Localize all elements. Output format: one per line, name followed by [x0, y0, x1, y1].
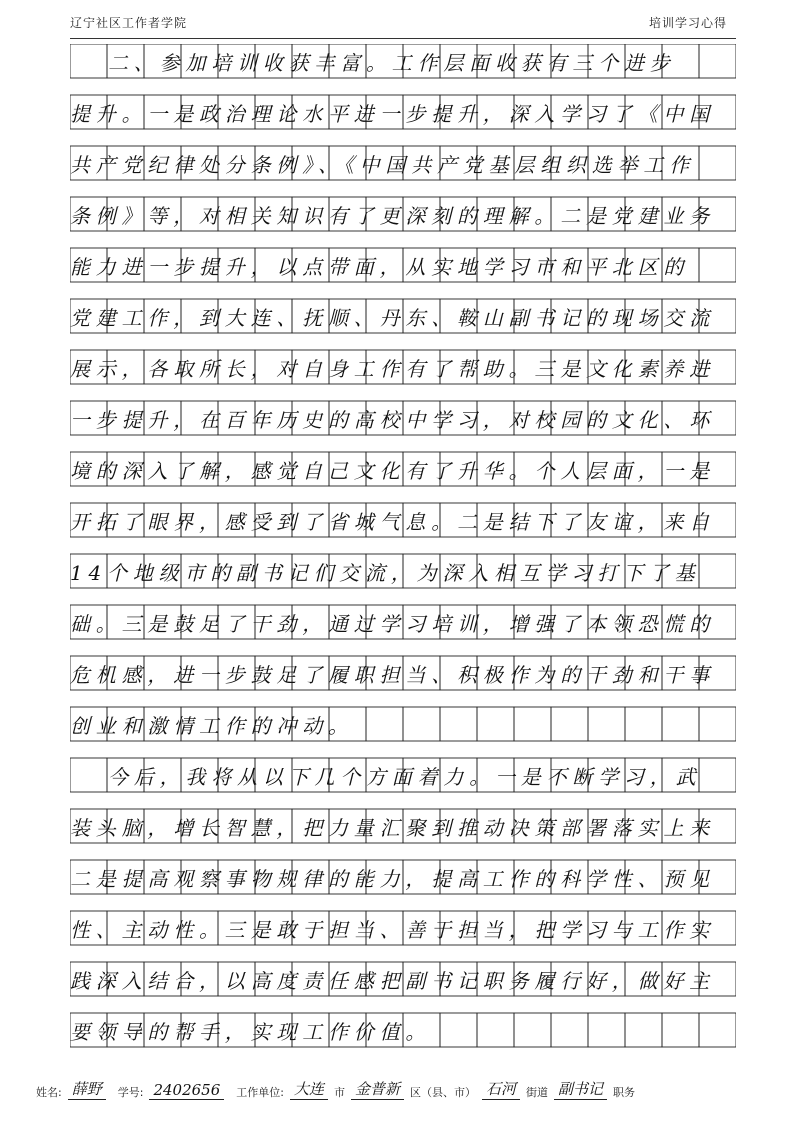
position-value: 副书记: [554, 1078, 607, 1100]
essay-line: 党建工作，到大连、抚顺、丹东、鞍山副书记的现场交流: [70, 306, 715, 330]
composition-grid: [70, 44, 736, 1064]
essay-line: 要领导的帮手，实现工作价值。: [70, 1020, 432, 1044]
essay-line: 展示，各取所长，对自身工作有了帮助。三是文化素养进: [70, 357, 715, 381]
city-suffix: 市: [334, 1086, 345, 1099]
street-suffix: 街道: [526, 1086, 549, 1099]
essay-line: 装头脑，增长智慧，把力量汇聚到推动决策部署落实上来: [70, 816, 715, 840]
street-value: 石河: [482, 1078, 520, 1100]
work-unit-label: 工作单位:: [236, 1086, 284, 1099]
essay-line: 14个地级市的副书记们交流，为深入相互学习打下了基: [70, 561, 701, 585]
essay-line: 能力进一步提升，以点带面，从实地学习市和平北区的: [70, 255, 690, 279]
essay-line: 性、主动性。三是敢于担当、善于担当，把学习与工作实: [70, 918, 715, 942]
district-value: 金普新: [351, 1078, 404, 1100]
district-suffix: 区（县、市）: [410, 1086, 477, 1099]
essay-line: 二是提高观察事物规律的能力，提高工作的科学性、预见: [70, 867, 715, 891]
essay-line: 创业和激情工作的冲动。: [70, 714, 354, 738]
student-id-label: 学号:: [117, 1086, 144, 1099]
header-left-title: 辽宁社区工作者学院: [70, 16, 188, 30]
essay-line: 条例》等，对相关知识有了更深刻的理解。二是党建业务: [70, 204, 715, 228]
essay-line: 共产党纪律处分条例》、《中国共产党基层组织选举工作: [70, 153, 695, 177]
essay-line: 础。三是鼓足了干劲，通过学习培训，增强了本领恐慌的: [70, 612, 715, 636]
essay-line: 今后，我将从以下几个方面着力。一是不断学习，武: [108, 765, 702, 789]
city-value: 大连: [290, 1078, 328, 1100]
name-value: 薛野: [68, 1078, 106, 1100]
essay-line: 一步提升，在百年历史的高校中学习，对校园的文化、环: [70, 408, 715, 432]
student-id-value: 2402656: [149, 1081, 224, 1100]
essay-line: 开拓了眼界，感受到了省城气息。二是结下了友谊，来自: [70, 510, 715, 534]
header-right-title: 培训学习心得: [648, 16, 727, 30]
header-rule: [70, 38, 736, 39]
position-suffix: 职务: [613, 1086, 636, 1099]
student-info-footer: [36, 1076, 766, 1100]
essay-line: 境的深入了解，感觉自己文化有了升华。个人层面，一是: [70, 459, 715, 483]
essay-line: 提升。一是政治理论水平进一步提升，深入学习了《中国: [70, 102, 715, 126]
essay-line: 危机感，进一步鼓足了履职担当、积极作为的干劲和干事: [70, 663, 715, 687]
name-label: 姓名:: [36, 1086, 62, 1099]
essay-line: 践深入结合，以高度责任感把副书记职务履行好，做好主: [70, 969, 715, 993]
essay-line: 二、参加培训收获丰富。工作层面收获有三个进步: [108, 51, 676, 75]
